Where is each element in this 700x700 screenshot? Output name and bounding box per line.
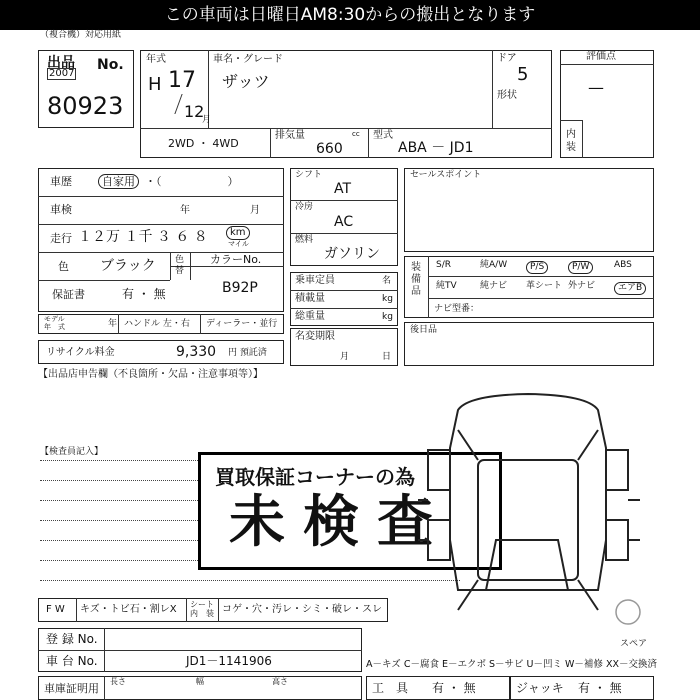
sheet-label: （複合機）対応用紙	[40, 30, 122, 40]
lot-number: 80923	[47, 92, 124, 120]
equipment-option: ABS	[614, 260, 632, 270]
nenshiki-label: 年式	[146, 54, 166, 65]
model-year-label: モデル 年 式	[44, 315, 65, 332]
registration-month: 月	[340, 352, 350, 362]
equipment-option: 純ナビ	[480, 281, 508, 291]
equipment-option: S/R	[436, 260, 451, 270]
equipment-option: P/W	[568, 261, 593, 274]
seat-value: コゲ・穴・汚レ・シミ・破レ・スレ	[222, 604, 382, 615]
warranty-value: 有 ・ 無	[122, 287, 166, 301]
shift-value: AT	[334, 181, 352, 197]
score-value: —	[588, 78, 604, 97]
history-label: 車歴	[50, 175, 72, 188]
aircon-value: AC	[334, 214, 354, 230]
equipment-option: 純A/W	[480, 260, 508, 270]
equipment-option: 外ナビ	[568, 281, 596, 291]
mileage-unit-alt: マイル	[228, 240, 249, 248]
aircon-label: 冷房	[295, 202, 314, 212]
shape-label: 形状	[497, 90, 517, 101]
mileage-value: １２万 １千 ３ ６ ８	[78, 229, 208, 245]
spare-label: スペア	[620, 639, 648, 649]
garage-length: 長さ	[110, 677, 126, 686]
seller-notes-label: 【出品店申告欄（不良箇所・欠品・注意事項等）】	[38, 369, 263, 380]
stamp-line2: 未検査	[229, 490, 451, 555]
repaint-label: 色 替	[175, 255, 185, 276]
tools-label: 工 具	[372, 681, 409, 695]
lot-year-tag: 2007	[49, 68, 75, 79]
nenshiki-month: 12	[184, 102, 205, 121]
sales-point-label: セールスポイント	[410, 170, 482, 180]
color-code: B92P	[222, 280, 258, 296]
displacement-unit: cc	[352, 130, 360, 138]
nenshiki-era: H	[148, 74, 162, 95]
equipment-option: エアB	[614, 282, 646, 295]
navi-model-label: ナビ型番：	[434, 304, 480, 314]
equipment-label: 装備品	[411, 262, 421, 297]
inspector-label: 【検査員記入】	[40, 447, 104, 457]
fw-label: F W	[46, 604, 65, 615]
nenshiki-year: 17	[168, 68, 196, 93]
chassis-value: JD1－1141906	[186, 654, 272, 668]
shift-label: シフト	[295, 170, 323, 180]
model-label: 型式	[373, 130, 393, 141]
notes-box	[404, 322, 654, 366]
equipment-option: 革シート	[526, 281, 563, 291]
lot-no-label: No.	[97, 57, 124, 73]
load-unit: kg	[382, 294, 393, 304]
door-label: ドア	[497, 53, 517, 64]
shaken-year: 年	[180, 205, 190, 216]
recycle-value: 9,330	[176, 344, 217, 360]
tools-value: 有 ・ 無	[432, 681, 476, 695]
garage-height: 高さ	[272, 677, 288, 686]
drive-type: 2WD ・ 4WD	[168, 137, 239, 150]
stamp-line1: 買取保証コーナーの為	[215, 465, 415, 489]
car-damage-diagram	[418, 390, 646, 640]
history-rest: ・（ ）	[145, 175, 239, 188]
load-label: 積載量	[295, 293, 325, 304]
nenshiki-month-unit: 月	[202, 115, 212, 125]
jack-value: 有 ・ 無	[578, 681, 622, 695]
history-value: 自家用	[98, 174, 139, 189]
sales-point-box	[404, 168, 654, 252]
reg-no-label: 登 録 No.	[46, 632, 98, 646]
weight-unit: kg	[382, 312, 393, 322]
chassis-label: 車 台 No.	[46, 654, 98, 668]
fw-value: キズ・トビ石・割レX	[80, 604, 177, 615]
jack-label: ジャッキ	[516, 681, 564, 695]
recycle-label: リサイクル料金	[46, 347, 115, 358]
door-value: 5	[517, 64, 529, 85]
fuel-label: 燃料	[295, 235, 314, 245]
mileage-label: 走行	[50, 232, 72, 245]
warranty-label: 保証書	[52, 288, 85, 301]
color-value: ブラック	[100, 258, 156, 274]
capacity-unit: 名	[382, 276, 392, 286]
recycle-unit: 円 預託済	[228, 348, 267, 358]
displacement-value: 660	[316, 141, 343, 157]
car-name: ザッツ	[222, 72, 270, 91]
garage-label: 車庫証明用	[44, 682, 99, 695]
interior-label: 内 装	[566, 129, 576, 153]
shaken-month: 月	[250, 205, 260, 216]
color-code-label: カラーNo.	[210, 253, 262, 266]
displacement-label: 排気量	[275, 130, 305, 141]
shaken-label: 車検	[50, 203, 72, 216]
fuel-value: ガソリン	[324, 246, 380, 262]
dealer-type: ディーラー・並行	[206, 319, 278, 329]
weight-label: 総重量	[295, 311, 325, 322]
registration-label: 名変期限	[295, 331, 335, 342]
capacity-label: 乗車定員	[295, 275, 335, 286]
model-year-unit: 年	[108, 319, 118, 329]
garage-width: 幅	[196, 677, 204, 686]
lot-prefix: 出品	[47, 55, 75, 71]
seat-label: シート 内 装	[190, 600, 214, 619]
equipment-option: 純TV	[436, 281, 457, 291]
color-label: 色	[58, 260, 69, 273]
mileage-unit: km	[226, 226, 250, 240]
equipment-option: P/S	[526, 261, 548, 274]
score-label: 評価点	[586, 51, 616, 62]
registration-day: 日	[382, 352, 392, 362]
car-name-label: 車名・グレード	[213, 54, 283, 65]
handle-side: ハンドル 左・右	[124, 319, 190, 329]
spare-tire-icon	[616, 600, 640, 624]
model-value: ABA － JD1	[398, 140, 474, 156]
notes-label: 後日品	[410, 325, 438, 335]
damage-legend: A－キズ C－腐食 E－エクボ S－サビ U－凹ミ W－補修 XX－交換済	[366, 659, 657, 670]
pickup-notice-banner: この車両は日曜日AM8:30からの搬出となります	[0, 0, 700, 30]
